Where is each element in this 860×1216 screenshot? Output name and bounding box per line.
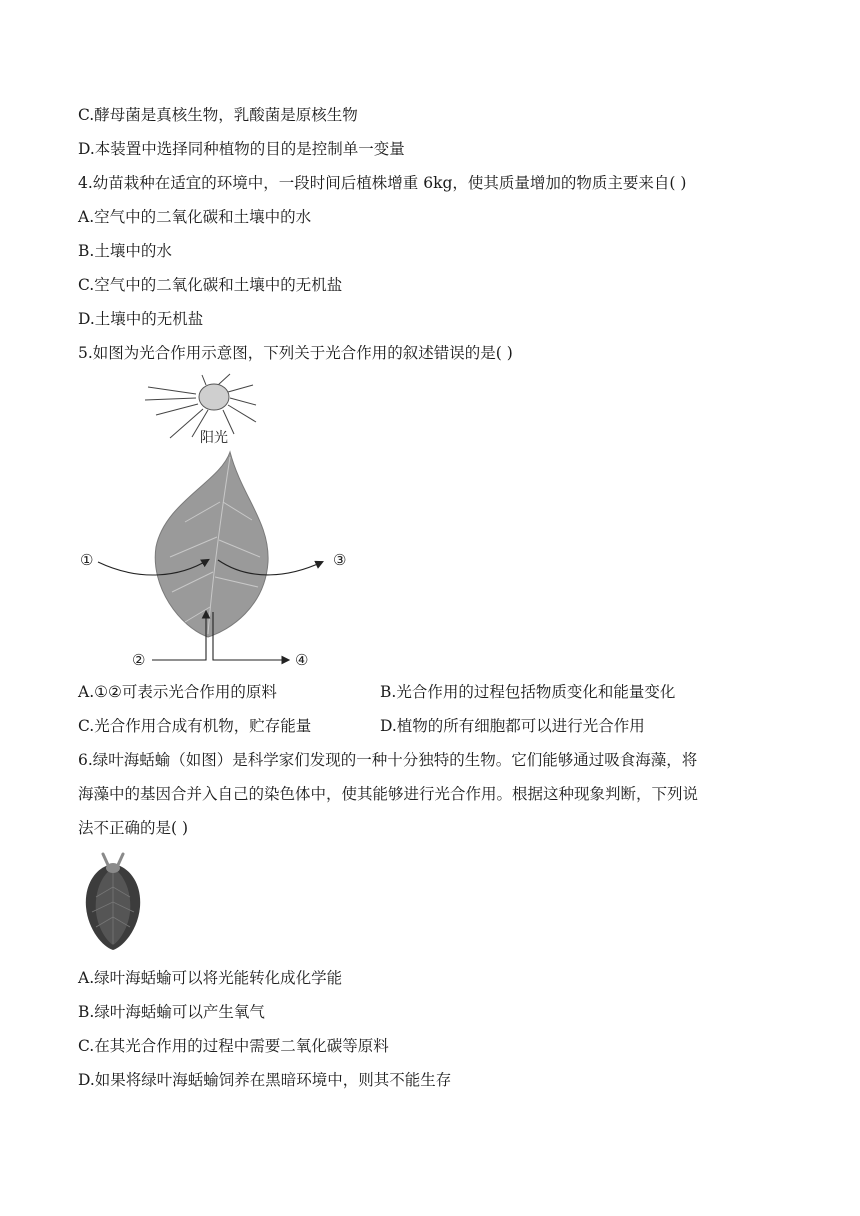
q6-stem-line3: 法不正确的是( ) bbox=[78, 819, 189, 837]
q3-option-c: C.酵母菌是真核生物，乳酸菌是原核生物 bbox=[78, 106, 358, 124]
q6-option-b: B.绿叶海蛞蝓可以产生氧气 bbox=[78, 1003, 265, 1021]
sun-rays bbox=[145, 374, 256, 438]
photosynthesis-diagram bbox=[70, 372, 370, 672]
q5-options-row2 bbox=[78, 716, 838, 736]
sun-label: 阳光 bbox=[200, 430, 228, 446]
q5-option-c: C.光合作用合成有机物，贮存能量 bbox=[78, 717, 312, 735]
marker-4: ④ bbox=[295, 651, 309, 669]
sun-icon bbox=[199, 384, 229, 410]
q4-option-b: B.土壤中的水 bbox=[78, 242, 172, 260]
marker-3: ③ bbox=[333, 551, 347, 569]
q5-stem: 5.如图为光合作用示意图，下列关于光合作用的叙述错误的是( ) bbox=[78, 344, 513, 362]
q6-option-c: C.在其光合作用的过程中需要二氧化碳等原料 bbox=[78, 1037, 389, 1055]
q5-option-d: D.植物的所有细胞都可以进行光合作用 bbox=[380, 717, 645, 735]
q6-stem-line2: 海藻中的基因合并入自己的染色体中，使其能够进行光合作用。根据这种现象判断，下列说 bbox=[78, 785, 699, 803]
q5-options-row1 bbox=[78, 682, 838, 702]
marker-1: ① bbox=[80, 551, 94, 569]
leaf-icon bbox=[155, 452, 268, 637]
q5-option-a: A.①②可表示光合作用的原料 bbox=[78, 683, 277, 701]
q3-option-d: D.本装置中选择同种植物的目的是控制单一变量 bbox=[78, 140, 405, 158]
q4-option-a: A.空气中的二氧化碳和土壤中的水 bbox=[78, 208, 312, 226]
q4-stem: 4.幼苗栽种在适宜的环境中，一段时间后植株增重 6kg，使其质量增加的物质主要来自( ) bbox=[78, 174, 687, 192]
q6-option-a: A.绿叶海蛞蝓可以将光能转化成化学能 bbox=[78, 969, 343, 987]
sea-slug-image bbox=[78, 852, 148, 952]
q4-option-d: D.土壤中的无机盐 bbox=[78, 310, 204, 328]
q4-option-c: C.空气中的二氧化碳和土壤中的无机盐 bbox=[78, 276, 343, 294]
q5-option-b: B.光合作用的过程包括物质变化和能量变化 bbox=[380, 683, 676, 701]
q6-option-d: D.如果将绿叶海蛞蝓饲养在黑暗环境中，则其不能生存 bbox=[78, 1071, 452, 1089]
marker-2: ② bbox=[132, 651, 146, 669]
q6-stem-line1: 6.绿叶海蛞蝓（如图）是科学家们发现的一种十分独特的生物。它们能够通过吸食海藻，将 bbox=[78, 751, 698, 769]
